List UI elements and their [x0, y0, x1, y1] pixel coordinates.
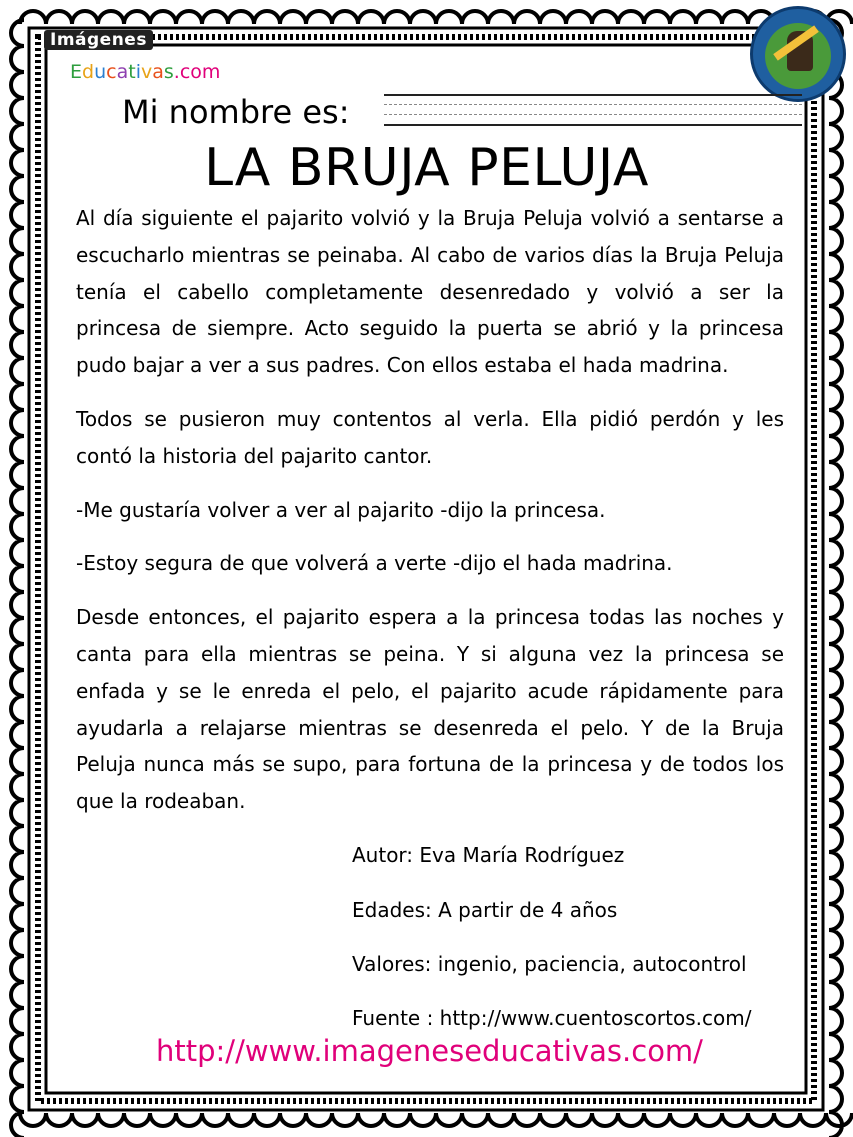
logo-letter: u: [94, 61, 107, 83]
logo-letter: a: [116, 61, 129, 83]
ages-line: Edades: A partir de 4 años: [352, 898, 618, 922]
logo-imagenes: Imágenes: [44, 30, 153, 50]
paragraph-1: Al día siguiente el pajarito volvió y la Bruja Peluja volvió a sentarse a escucharlo mientras se peinaba. Al cabo de varios días la Bruja Peluja tenía el cabello completamente desenredado y volvió a ser la princesa de siempre. Acto seguido la puerta se abrió y la princesa pudo bajar a ver a sus padres. Con ellos estaba el hada madrina.: [76, 206, 784, 378]
paragraph-5: Desde entonces, el pajarito espera a la princesa todas las noches y canta para ella mientras se peina. Y si alguna vez la princesa se enfada y se le enreda el pelo, el pajarito acude rápidamente para ayudarla a relajarse mientras se desenreda el pelo. Y de la Bruja Peluja nunca más se supo, para fortuna de la princesa y de todos los que la rodeaban.: [76, 605, 784, 814]
values-line: Valores: ingenio, paciencia, autocontrol: [352, 952, 747, 976]
logo-letter: E: [70, 61, 83, 83]
logo-letter: .com: [173, 61, 221, 83]
logo-letter: s: [163, 61, 174, 83]
story-body: [76, 200, 784, 837]
paragraph-3: -Me gustaría volver a ver al pajarito -dijo la princesa.: [76, 497, 606, 522]
site-badge-logo: [750, 6, 846, 102]
source-line: Fuente : http://www.cuentoscortos.com/: [352, 1006, 752, 1030]
logo-letter: t: [128, 61, 136, 83]
logo-letter: c: [106, 61, 117, 83]
logo-letter: a: [152, 61, 164, 83]
logo-letter: i: [135, 61, 141, 83]
paragraph-4: -Estoy segura de que volverá a verte -dijo el hada madrina.: [76, 551, 673, 576]
footer-url-link[interactable]: http://www.imageneseducativas.com/: [156, 1034, 703, 1068]
name-label: Mi nombre es:: [122, 93, 350, 131]
logo-letter: v: [140, 61, 153, 83]
name-writing-lines: [384, 92, 802, 128]
author-line: Autor: Eva María Rodríguez: [352, 843, 625, 867]
logo-letter: d: [82, 61, 95, 83]
paragraph-2: Todos se pusieron muy contentos al verla. Ella pidió perdón y les contó la historia del pajarito cantor.: [76, 406, 784, 468]
story-title: LA BRUJA PELUJA: [204, 138, 649, 198]
logo-educativas: [70, 60, 220, 84]
